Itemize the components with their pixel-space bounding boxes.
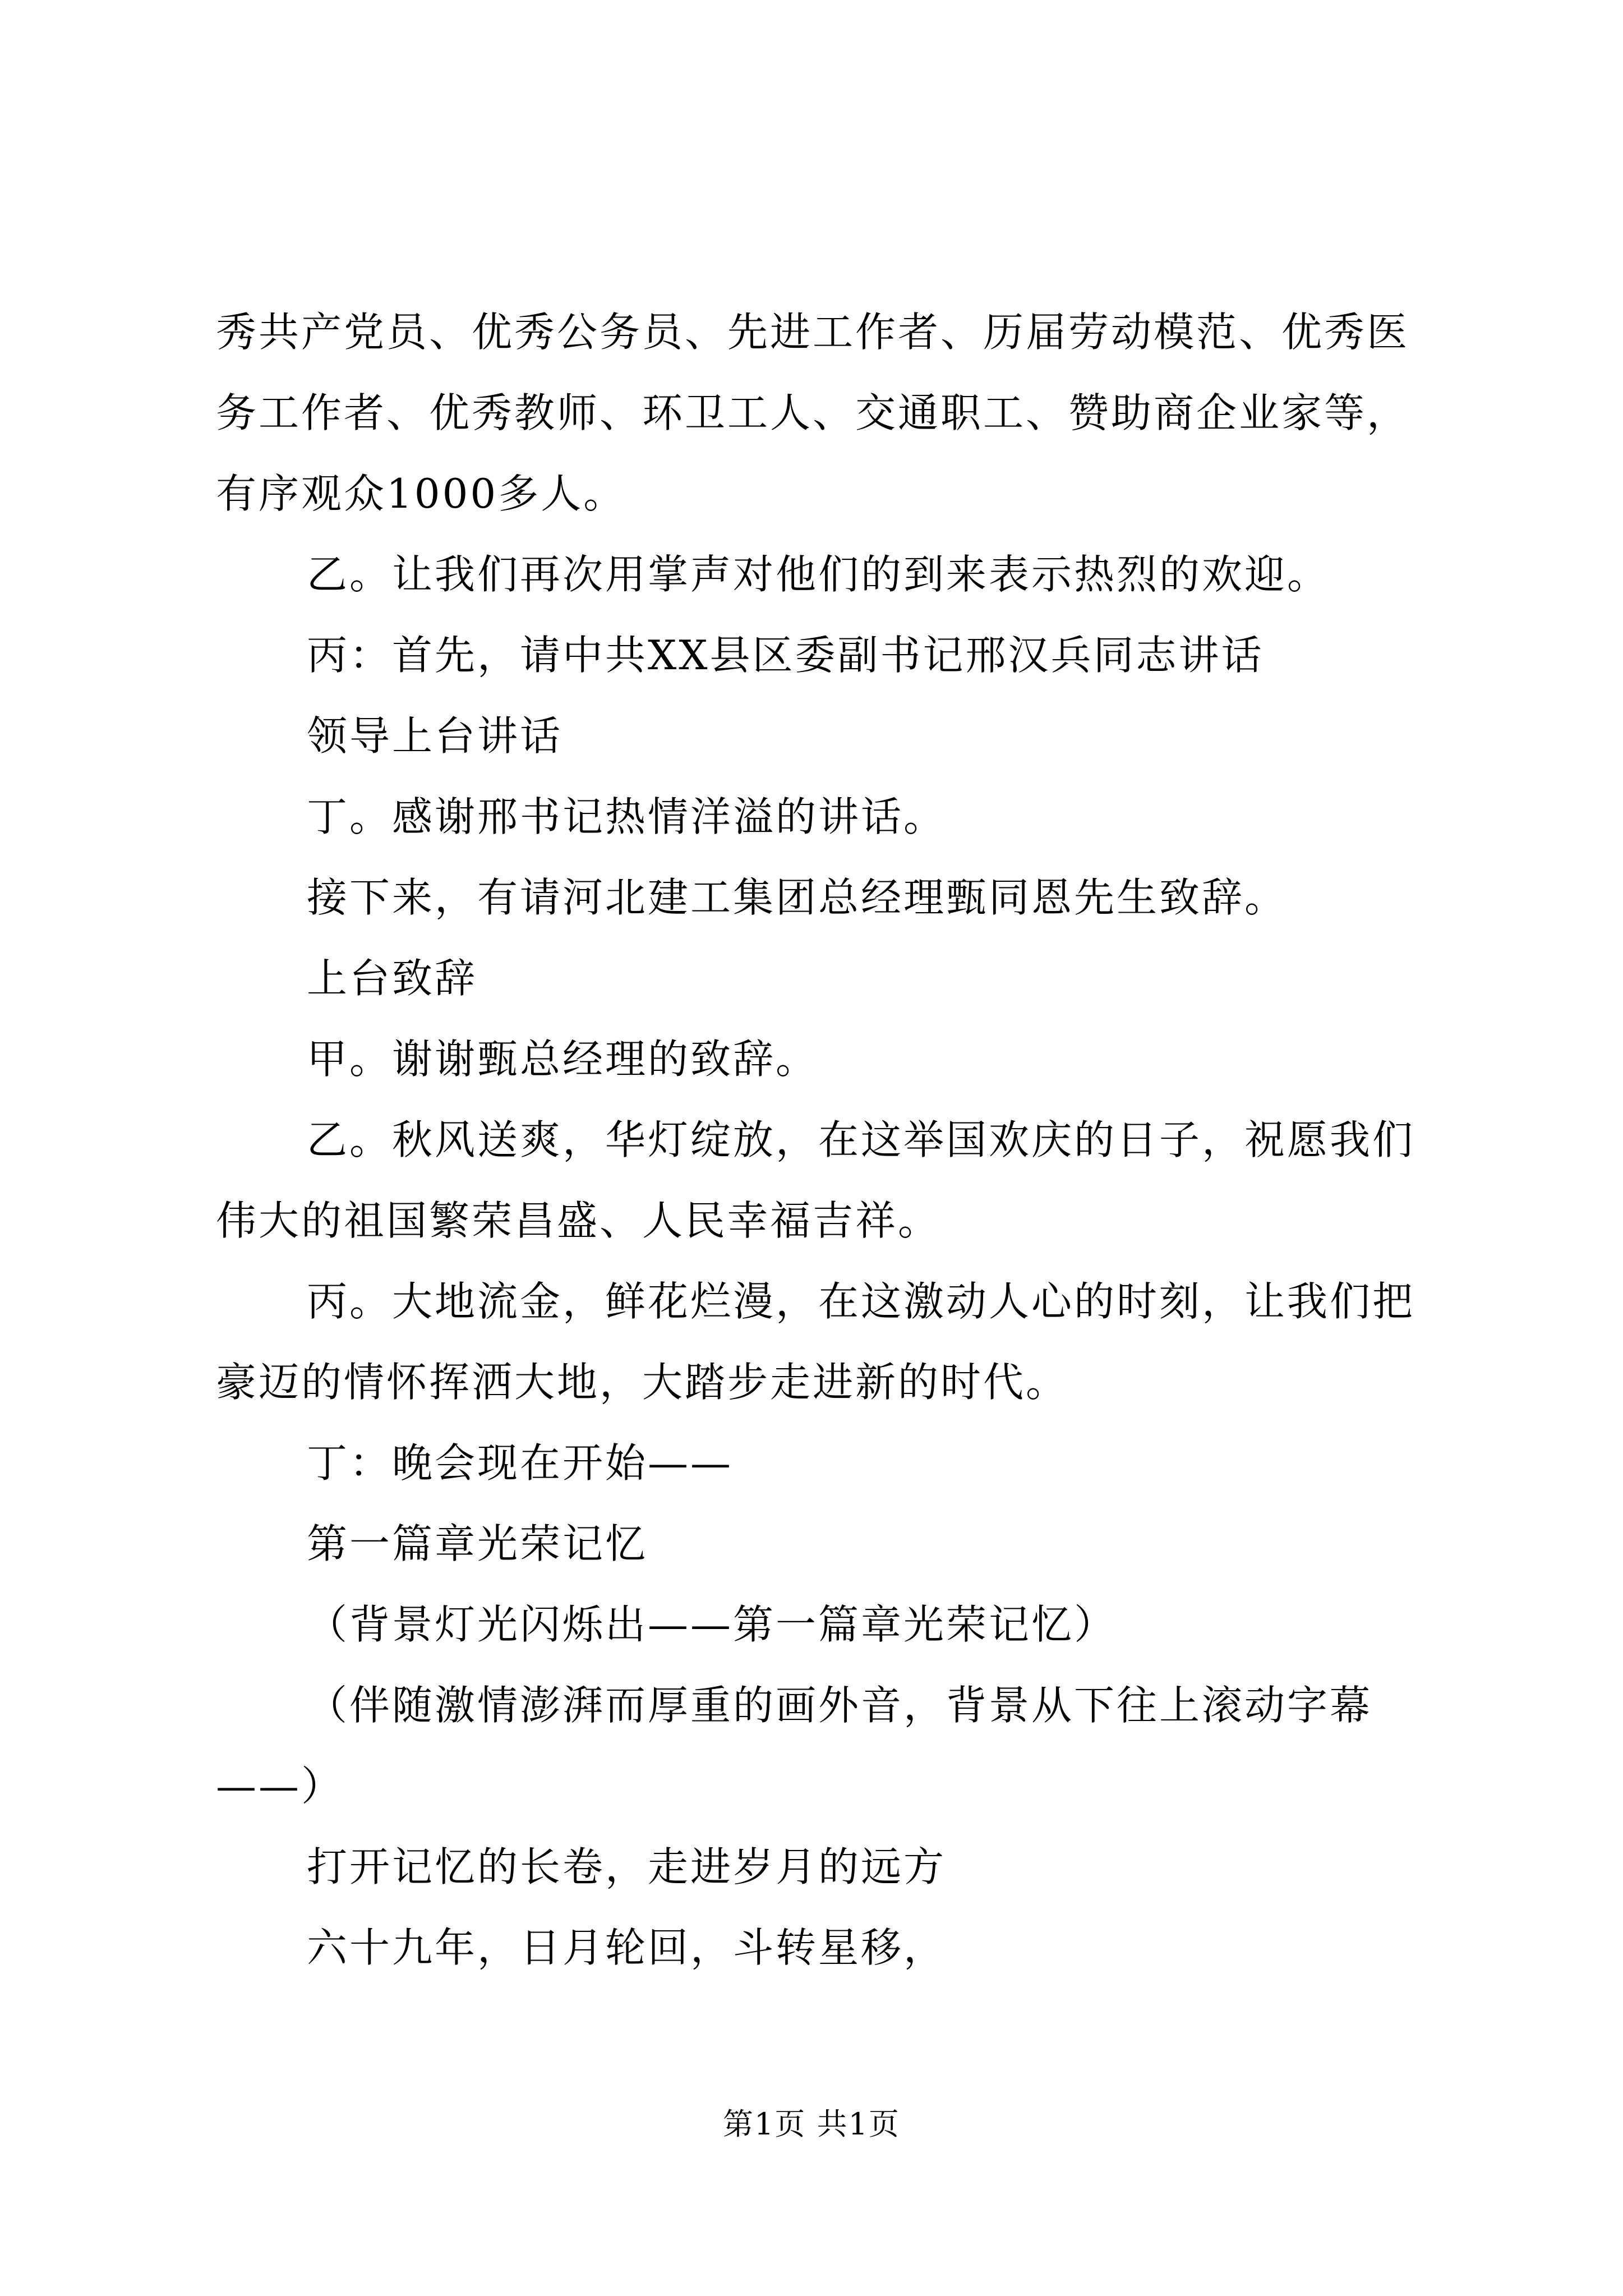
document-body	[216, 292, 1427, 1988]
paragraph: 六十九年，日月轮回，斗转星移，	[307, 1924, 947, 1971]
paragraph: 上台致辞	[307, 955, 478, 1002]
paragraph: 丙。大地流金，鲜花烂漫，在这激动人心的时刻，让我们把豪迈的情怀挥洒大地，大踏步走进新的时代。	[216, 1278, 1415, 1406]
page-footer	[0, 2100, 1623, 2143]
paragraph: （伴随激情澎湃而厚重的画外音，背景从下往上滚动字幕——）	[216, 1682, 1373, 1810]
paragraph: 领导上台讲话	[307, 712, 563, 760]
paragraph: 甲。谢谢甄总经理的致辞。	[307, 1036, 819, 1083]
page-number-label: 第1页 共1页	[723, 2106, 900, 2142]
paragraph: 丁：晚会现在开始——	[307, 1439, 734, 1487]
paragraph: 丙：首先，请中共XX县区委副书记邢汉兵同志讲话	[307, 632, 1264, 679]
paragraph: 打开记忆的长卷，走进岁月的远方	[307, 1843, 947, 1890]
paragraph: 秀共产党员、优秀公务员、先进工作者、历届劳动模范、优秀医务工作者、优秀教师、环卫工人、交通职工、赞助商企业家等，有序观众1000多人。	[216, 309, 1410, 517]
paragraph: （背景灯光闪烁出——第一篇章光荣记忆）	[307, 1601, 1117, 1648]
paragraph: 乙。让我们再次用掌声对他们的到来表示热烈的欢迎。	[307, 551, 1330, 598]
paragraph: 接下来，有请河北建工集团总经理甄同恩先生致辞。	[307, 874, 1288, 921]
paragraph: 丁。感谢邢书记热情洋溢的讲话。	[307, 793, 947, 840]
paragraph: 第一篇章光荣记忆	[307, 1520, 648, 1567]
paragraph: 乙。秋风送爽，华灯绽放，在这举国欢庆的日子，祝愿我们伟大的祖国繁荣昌盛、人民幸福吉祥。	[216, 1116, 1415, 1244]
